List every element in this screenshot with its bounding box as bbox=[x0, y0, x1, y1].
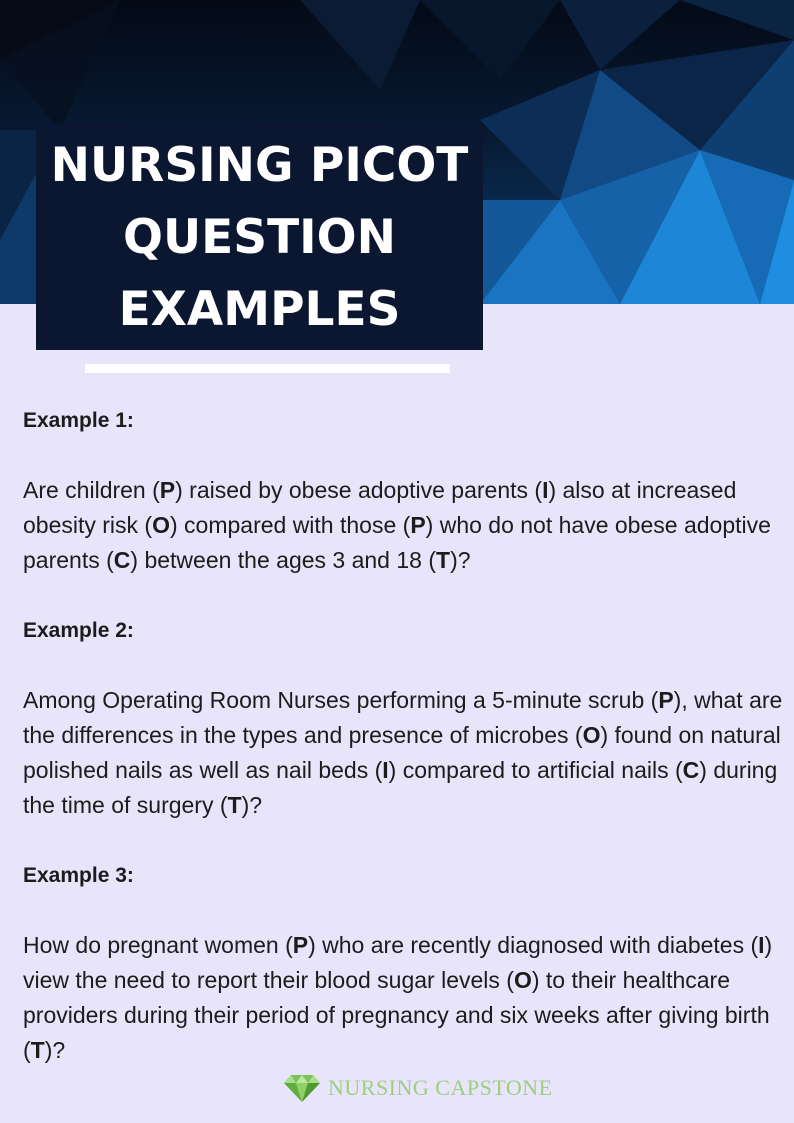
example-2-heading: Example 2: bbox=[23, 619, 134, 642]
title-box bbox=[36, 125, 483, 350]
diamond-icon bbox=[282, 1073, 322, 1103]
title-line-1: NURSING PICOT bbox=[50, 137, 469, 193]
page-title bbox=[51, 130, 469, 346]
example-2-text: Among Operating Room Nurses performing a 5-minute scrub (P), what are the differences in the types and presence of microbes (O) found on natural polished nails as well as nail beds (I) compared to artificial nails (C) during the time of surgery (T)? bbox=[23, 687, 783, 818]
example-3-heading: Example 3: bbox=[23, 864, 134, 887]
example-1-text: Are children (P) raised by obese adoptive parents (I) also at increased obesity risk (O) compared with those (P) who do not have obese adoptive parents (C) between the ages 3 and 18 (T)? bbox=[23, 477, 771, 573]
examples-content bbox=[23, 403, 783, 1068]
title-line-2: QUESTION bbox=[123, 209, 396, 265]
logo-text: NURSING CAPSTONE bbox=[328, 1075, 553, 1100]
example-1-heading: Example 1: bbox=[23, 409, 134, 432]
nursing-capstone-logo[interactable] bbox=[282, 1068, 553, 1108]
title-line-3: EXAMPLES bbox=[118, 281, 401, 337]
title-divider bbox=[85, 364, 450, 373]
example-3-text: How do pregnant women (P) who are recently diagnosed with diabetes (I) view the need to report their blood sugar levels (O) to their healthcare providers during their period of pregnancy and six weeks after giving birth (T)? bbox=[23, 932, 773, 1063]
